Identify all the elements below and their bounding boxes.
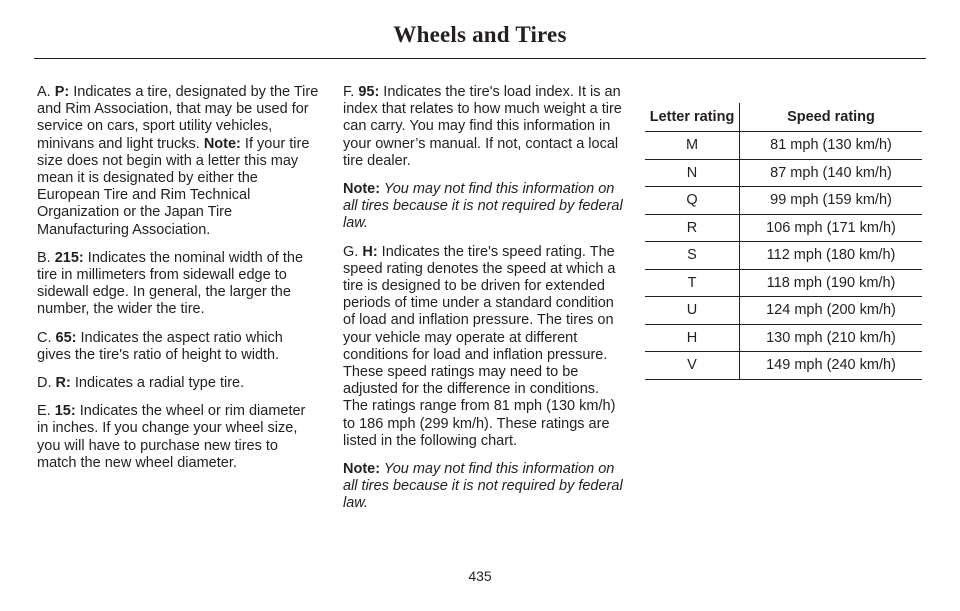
letter-cell: S	[645, 242, 740, 270]
item-key: 95:	[358, 84, 380, 100]
item-text: Indicates the tire's load index. It is an index that relates to how much weight a tire can carry. You may find this information in your owner’s manual. If not, contact a local tire dealer.	[343, 84, 622, 169]
letter-cell: T	[645, 269, 740, 297]
speed-rating-table	[645, 103, 922, 380]
header-divider	[34, 58, 926, 59]
speed-cell: 149 mph (240 km/h)	[740, 352, 923, 380]
table-row	[645, 324, 922, 352]
table-row	[645, 187, 922, 215]
item-d	[37, 375, 319, 392]
item-e	[37, 403, 319, 472]
item-prefix: B.	[37, 249, 51, 266]
table-row	[645, 214, 922, 242]
item-text: Indicates a tire, designated by the Tire and Rim Association, that may be used for service on cars, sport utility vehicles, minivans and light trucks.	[37, 84, 319, 152]
letter-cell: U	[645, 297, 740, 325]
note-1	[343, 181, 625, 233]
item-g	[343, 244, 625, 450]
item-text: Indicates a radial type tire.	[70, 375, 245, 392]
note-text: You may not find this information on all tires because it is not required by federal law.	[343, 181, 623, 232]
letter-cell: M	[645, 132, 740, 160]
middle-column	[343, 84, 625, 524]
item-key: H:	[362, 243, 378, 260]
letter-cell: H	[645, 324, 740, 352]
item-prefix: G.	[343, 243, 359, 260]
speed-cell: 87 mph (140 km/h)	[740, 159, 923, 187]
item-key: R:	[55, 375, 71, 392]
page-number: 435	[468, 568, 492, 584]
note-label: Note:	[343, 461, 381, 478]
item-text: Indicates the wheel or rim diameter in inches. If you change your wheel size, you will have to purchase new tires to match the new wheel diameter.	[37, 403, 306, 471]
note-label: Note:	[203, 135, 241, 152]
note-text: You may not find this information on all tires because it is not required by federal law.	[343, 461, 623, 512]
item-prefix: D.	[37, 375, 52, 392]
item-prefix: E.	[37, 403, 51, 420]
header-speed-rating: Speed rating	[740, 103, 923, 132]
note-text: If your tire size does not begin with a letter this may mean it is designated by either the European Tire and Rim Technical Organization or the Japan Tire Manufacturing Association.	[37, 135, 310, 238]
item-f	[343, 84, 625, 170]
speed-cell: 106 mph (171 km/h)	[740, 214, 923, 242]
item-key: 65:	[55, 329, 77, 346]
speed-cell: 99 mph (159 km/h)	[740, 187, 923, 215]
page-title: Wheels and Tires	[393, 22, 567, 47]
speed-cell: 112 mph (180 km/h)	[740, 242, 923, 270]
item-text: Indicates the nominal width of the tire in millimeters from sidewall edge to sidewall edge. In general, the larger the number, the wider the tire.	[37, 249, 304, 318]
letter-cell: R	[645, 214, 740, 242]
table-row	[645, 159, 922, 187]
item-b	[37, 250, 319, 319]
letter-cell: V	[645, 352, 740, 380]
speed-cell: 81 mph (130 km/h)	[740, 132, 923, 160]
speed-cell: 130 mph (210 km/h)	[740, 324, 923, 352]
item-key: 15:	[54, 403, 76, 420]
header-letter-rating: Letter rating	[645, 103, 740, 132]
letter-cell: N	[645, 159, 740, 187]
note-2	[343, 461, 625, 513]
table-row	[645, 297, 922, 325]
item-text: Indicates the tire's speed rating. The speed rating denotes the speed at which a tire is designed to be driven for extended periods of time under a standard condition of load and inflation pressure. The tires on your vehicle may operate at different conditions for load and inflation pressure. These speed ratings may need to be adjusted for the difference in conditions. The ratings range from 81 mph (130 km/h) to 186 mph (299 km/h). These ratings are listed in the following chart.	[343, 243, 616, 449]
item-prefix: A.	[37, 84, 51, 100]
letter-cell: Q	[645, 187, 740, 215]
item-key: 215:	[54, 249, 84, 266]
table-row	[645, 352, 922, 380]
table-row	[645, 132, 922, 160]
item-prefix: C.	[37, 329, 52, 346]
speed-cell: 124 mph (200 km/h)	[740, 297, 923, 325]
item-key: P:	[54, 84, 70, 100]
item-a	[37, 84, 319, 239]
item-text: Indicates the aspect ratio which gives the tire's ratio of height to width.	[37, 329, 283, 363]
item-c	[37, 330, 319, 364]
speed-cell: 118 mph (190 km/h)	[740, 269, 923, 297]
table-row	[645, 242, 922, 270]
left-column	[37, 84, 319, 483]
table-header-row	[645, 103, 922, 132]
note-label: Note:	[343, 181, 381, 198]
item-prefix: F.	[343, 84, 355, 100]
table-row	[645, 269, 922, 297]
